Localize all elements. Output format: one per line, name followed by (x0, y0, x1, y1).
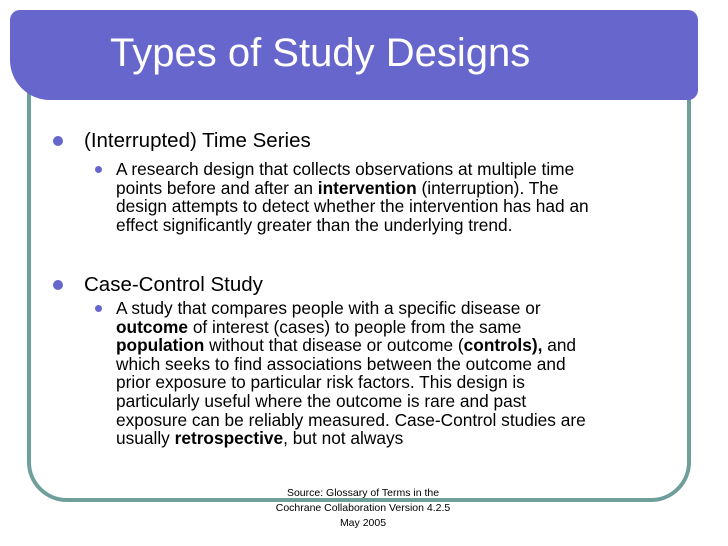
source-line: Source: Glossary of Terms in the (286, 487, 440, 499)
paragraph-line (116, 318, 716, 337)
paragraph-line (116, 411, 716, 430)
paragraph-line (116, 429, 716, 448)
section-heading-case-control: Case-Control Study (84, 273, 263, 296)
paragraph-line (116, 216, 716, 235)
bold-term: retrospective (174, 428, 284, 449)
bold-term: outcome (116, 316, 189, 337)
text-run: A research design that collects observations at multiple time (116, 159, 575, 179)
paragraph-line (116, 373, 716, 392)
text-run: exposure can be reliably measured. Case-Control studies are (116, 409, 586, 430)
text-run: which seeks to find associations between the outcome and (116, 353, 566, 374)
paragraph-line (116, 160, 716, 179)
text-run: without that disease or outcome ( (204, 335, 464, 356)
paragraph-time-series (116, 160, 716, 234)
section-heading-time-series: (Interrupted) Time Series (84, 129, 311, 152)
paragraph-line (116, 355, 716, 374)
source-citation (250, 486, 476, 531)
paragraph-case-control (116, 299, 716, 448)
slide-title: Types of Study Designs (110, 31, 531, 75)
bold-term: controls), (463, 335, 543, 356)
paragraph-line (116, 299, 716, 318)
text-run: design attempts to detect whether the intervention has had an (116, 196, 589, 217)
text-run: and (542, 335, 577, 356)
sub-bullet-icon (95, 305, 102, 312)
text-run: (interruption). The (416, 177, 559, 198)
paragraph-line (116, 179, 716, 198)
paragraph-line (116, 392, 716, 411)
text-run: prior exposure to particular risk factors. This design is (116, 372, 525, 393)
text-run: effect significantly greater than the underlying trend. (116, 214, 513, 235)
bold-term: population (116, 335, 205, 356)
bullet-icon (53, 136, 63, 146)
text-run: points before and after an (116, 177, 318, 198)
bold-term: intervention (317, 177, 417, 198)
sub-bullet-icon (95, 166, 102, 173)
text-run: A study that compares people with a specific disease or (116, 298, 541, 318)
source-line: Cochrane Collaboration Version 4.2.5 (275, 502, 451, 514)
text-run: , but not always (283, 428, 404, 449)
text-run: particularly useful where the outcome is rare and past (116, 390, 527, 411)
source-line: May 2005 (339, 517, 387, 529)
bullet-icon (53, 280, 63, 290)
text-run: of interest (cases) to people from the same (188, 316, 522, 337)
paragraph-line (116, 336, 716, 355)
text-run: usually (116, 428, 175, 449)
paragraph-line (116, 197, 716, 216)
